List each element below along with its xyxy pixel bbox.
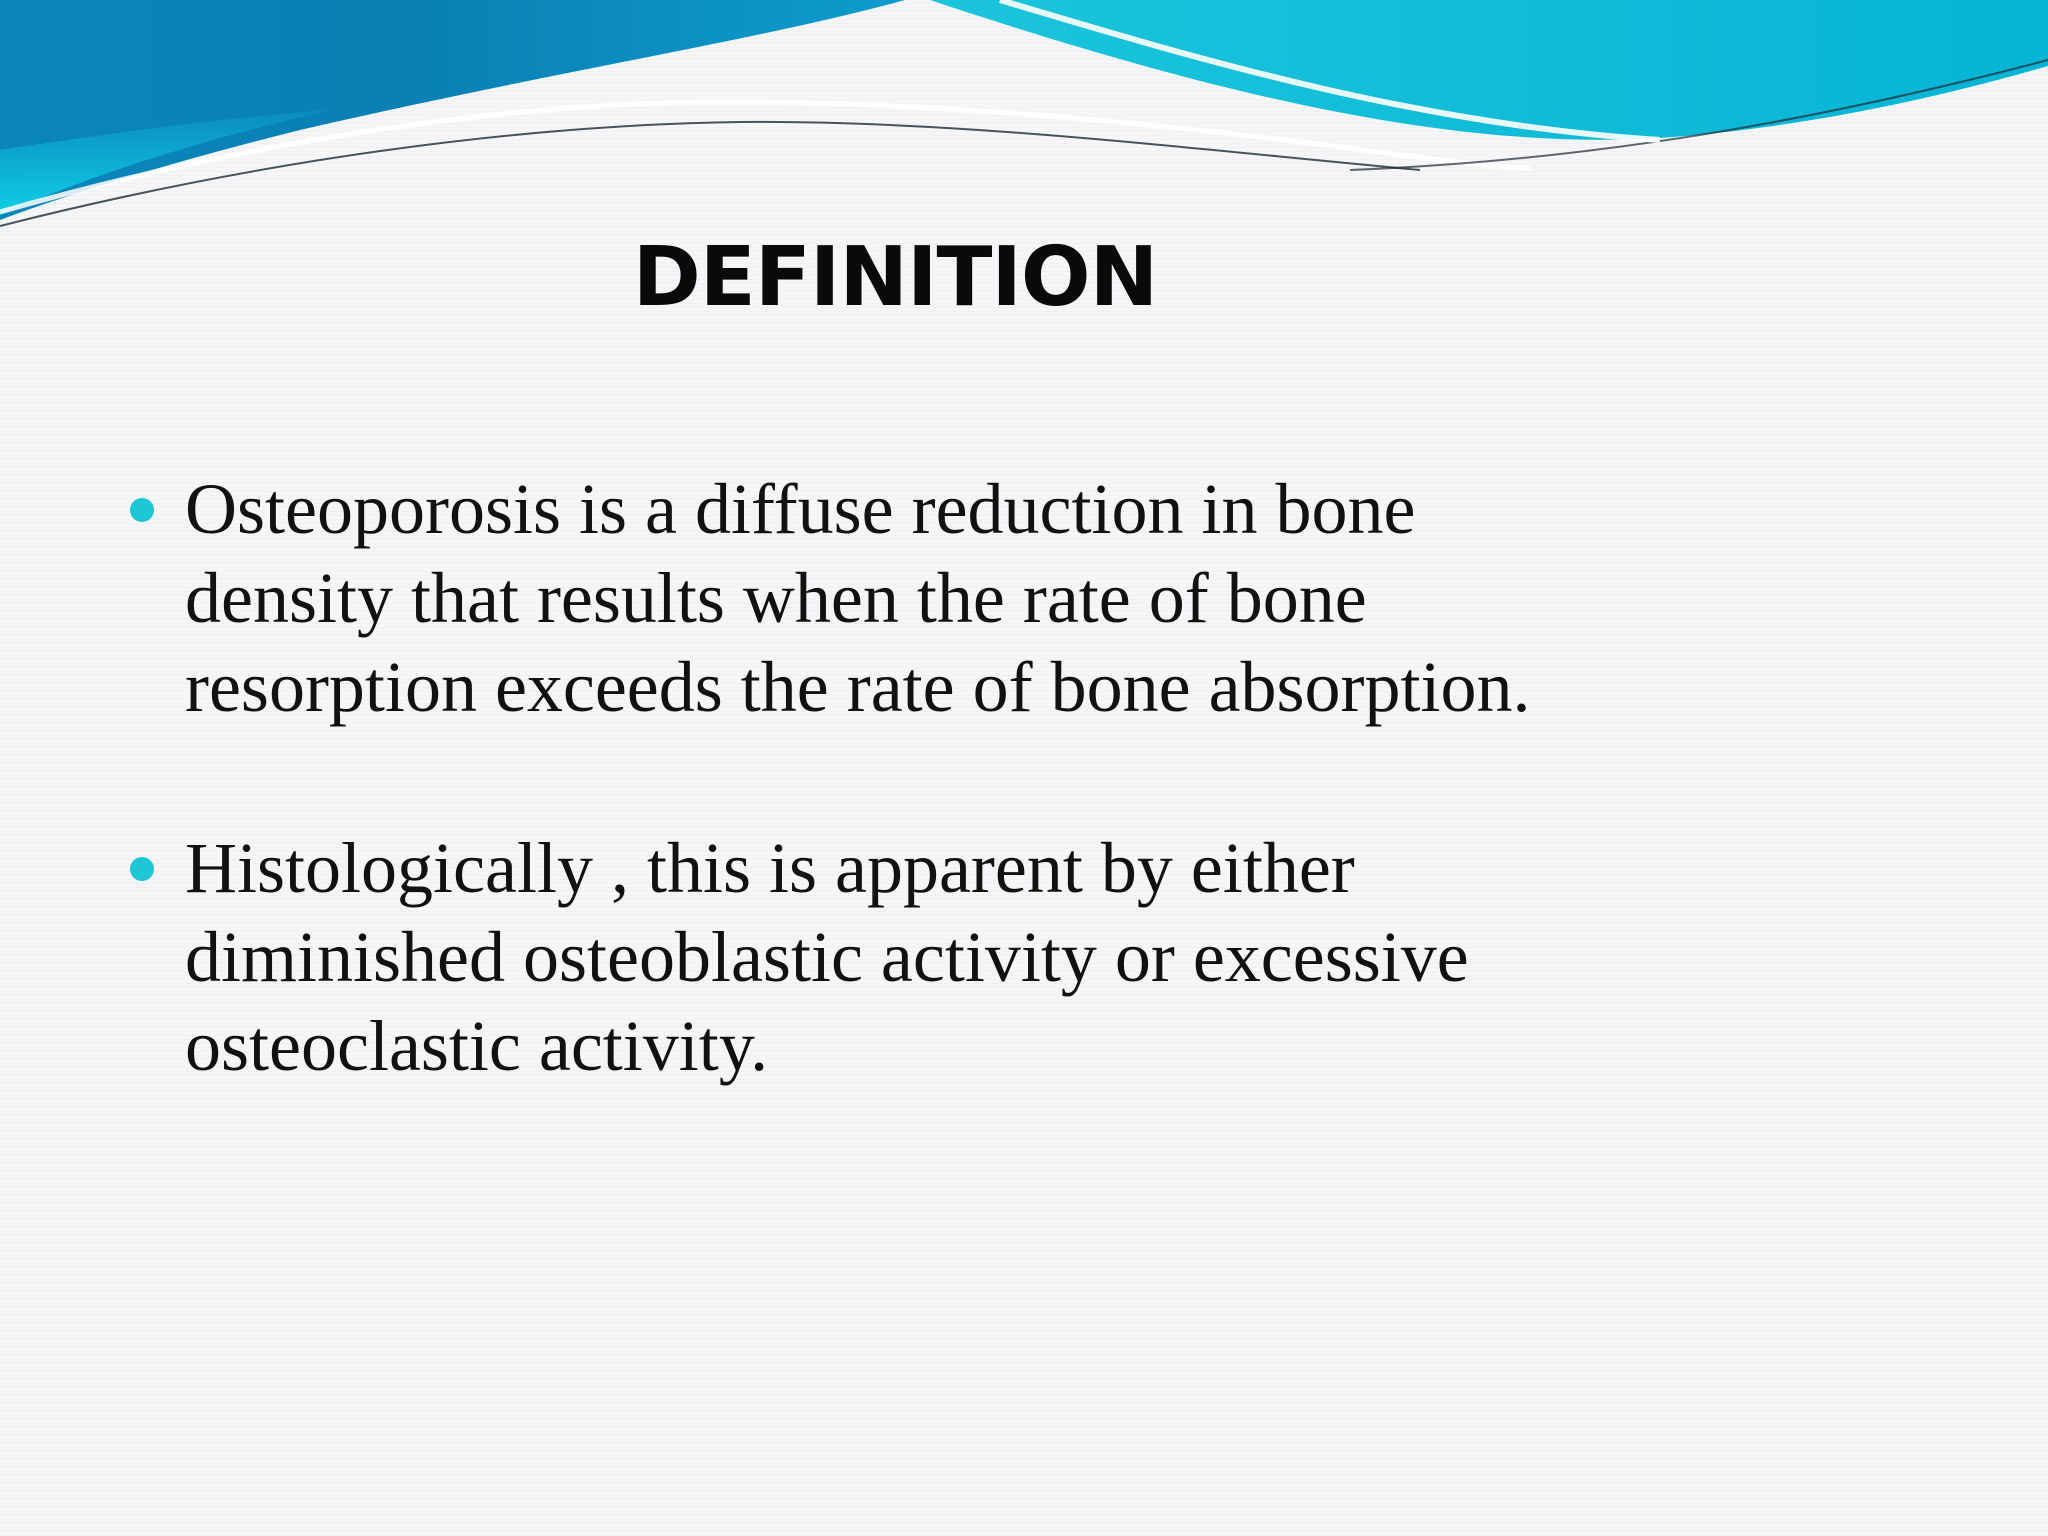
bullet-item (125, 465, 1545, 732)
slide-title: DEFINITION (632, 230, 1158, 325)
bullet-text: Histologically , this is apparent by either diminished osteoblastic activity or excessive osteoclastic activity. (185, 828, 1469, 1086)
bullet-list (125, 465, 1545, 1183)
header-wave-decoration (0, 0, 2048, 240)
bullet-dot-icon (130, 857, 154, 881)
bullet-text: Osteoporosis is a diffuse reduction in bone density that results when the rate of bone resorption exceeds the rate of bone absorption. (185, 469, 1531, 727)
bullet-item (125, 824, 1545, 1091)
bullet-dot-icon (130, 498, 154, 522)
